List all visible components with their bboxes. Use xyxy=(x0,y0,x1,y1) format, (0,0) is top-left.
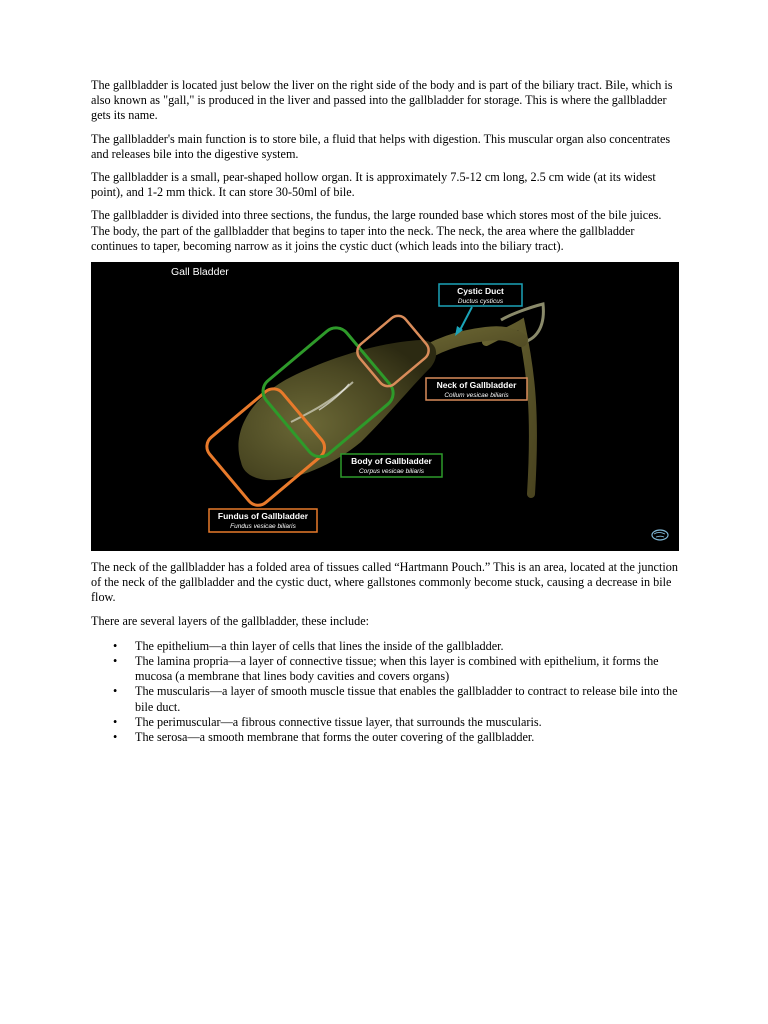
document-page xyxy=(91,78,679,745)
list-item-text: The serosa—a smooth membrane that forms the outer covering of the gallbladder. xyxy=(135,730,535,745)
bullet-icon: • xyxy=(113,654,118,669)
paragraph-layers-intro: There are several layers of the gallbladder, these include: xyxy=(91,613,369,628)
paragraph-location: The gallbladder is located just below the liver on the right side of the body and is part of the biliary tract. Bile, which is also known as "gall," is produced in the liver and passed into the gallbladder for storage. This is where the gallbladder gets its name. xyxy=(91,78,673,123)
list-item-text: The perimuscular—a fibrous connective tissue layer, that surrounds the muscularis. xyxy=(135,714,542,729)
neck-label: Neck of Gallbladder xyxy=(436,380,517,391)
figure-title: Gall Bladder xyxy=(171,266,229,279)
cystic-duct-latin: Ductus cysticus xyxy=(457,298,504,306)
bullet-icon: • xyxy=(113,638,118,653)
gallbladder-figure xyxy=(91,262,679,551)
paragraph-size: The gallbladder is a small, pear-shaped hollow organ. It is approximately 7.5-12 cm long, 2.5 cm wide (at its widest point), and 1-2 mm thick. It can store 30-50ml of bile. xyxy=(91,170,656,200)
cystic-duct-label: Cystic Duct xyxy=(457,286,504,297)
layers-list xyxy=(91,639,679,745)
gallbladder-illustration xyxy=(91,262,679,551)
bullet-icon: • xyxy=(113,684,118,699)
bile-duct xyxy=(486,324,533,494)
list-item xyxy=(91,639,679,654)
list-item-text: The muscularis—a layer of smooth muscle tissue that enables the gallbladder to contract to release bile into the bile duct. xyxy=(135,684,678,714)
cystic-duct-arrow xyxy=(459,307,472,332)
list-item xyxy=(91,715,679,730)
brain-logo-icon xyxy=(652,530,668,540)
neck-latin: Collum vesicae biliaris xyxy=(444,392,509,400)
paragraph-function: The gallbladder's main function is to store bile, a fluid that helps with digestion. This muscular organ also concentrates and releases bile into the digestive system. xyxy=(91,131,671,161)
list-item-text: The lamina propria—a layer of connective tissue; when this layer is combined with epithelium, it forms the mucosa (a membrane that lines body cavities and covers organs) xyxy=(135,654,659,684)
list-item xyxy=(91,730,679,745)
body-latin: Corpus vesicae biliaris xyxy=(358,468,425,476)
bullet-icon: • xyxy=(113,730,118,745)
list-item-text: The epithelium—a thin layer of cells that lines the inside of the gallbladder. xyxy=(135,638,504,653)
fundus-label: Fundus of Gallbladder xyxy=(217,511,309,522)
paragraph-hartmann-pouch: The neck of the gallbladder has a folded area of tissues called “Hartmann Pouch.” This is an area, located at the junction of the neck of the gallbladder and the cystic duct, where gallstones commonly become stuck, causing a decrease in bile flow. xyxy=(91,560,678,605)
paragraph-sections: The gallbladder is divided into three sections, the fundus, the large rounded base which stores most of the bile juices. The body, the part of the gallbladder that begins to taper into the neck. The neck, the area where the gallbladder continues to taper, becoming narrow as it joins the cystic duct (which leads into the biliary tract). xyxy=(91,208,662,253)
fundus-latin: Fundus vesicae biliaris xyxy=(230,523,296,531)
bullet-icon: • xyxy=(113,714,118,729)
body-label: Body of Gallbladder xyxy=(351,456,432,467)
list-item xyxy=(91,684,679,714)
list-item xyxy=(91,654,679,684)
